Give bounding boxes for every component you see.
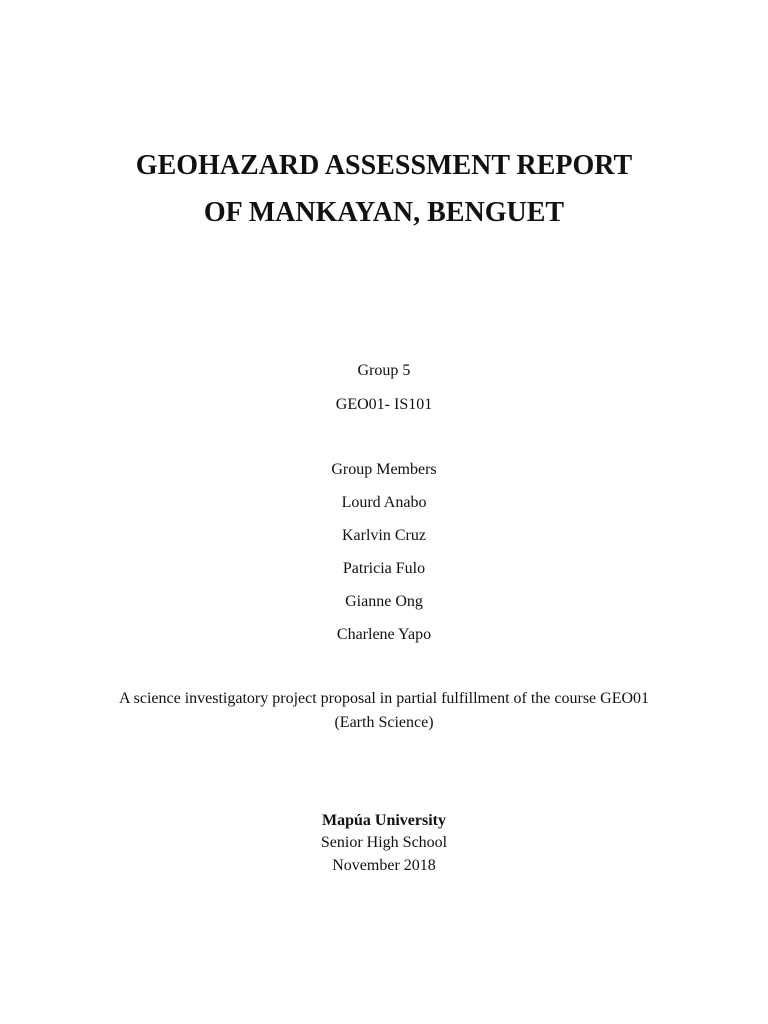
member-name: Karlvin Cruz (342, 527, 426, 544)
report-title-line-1: GEOHAZARD ASSESSMENT REPORT (135, 150, 633, 181)
members-heading: Group Members (331, 461, 437, 478)
description-line-1: A science investigatory project proposal in partial fulfillment of the course GEO01 (118, 690, 650, 707)
member-name: Charlene Yapo (336, 626, 432, 643)
member-name: Lourd Anabo (341, 494, 427, 511)
report-date: November 2018 (332, 857, 436, 874)
group-section: GEO01- IS101 (335, 396, 433, 413)
member-name: Patricia Fulo (342, 560, 426, 577)
university-name: Mapúa University (322, 812, 446, 829)
school-name: Senior High School (320, 834, 448, 851)
description-line-2: (Earth Science) (334, 714, 434, 731)
group-name: Group 5 (357, 362, 411, 379)
member-name: Gianne Ong (345, 593, 423, 610)
report-title-line-2: OF MANKAYAN, BENGUET (203, 197, 565, 228)
